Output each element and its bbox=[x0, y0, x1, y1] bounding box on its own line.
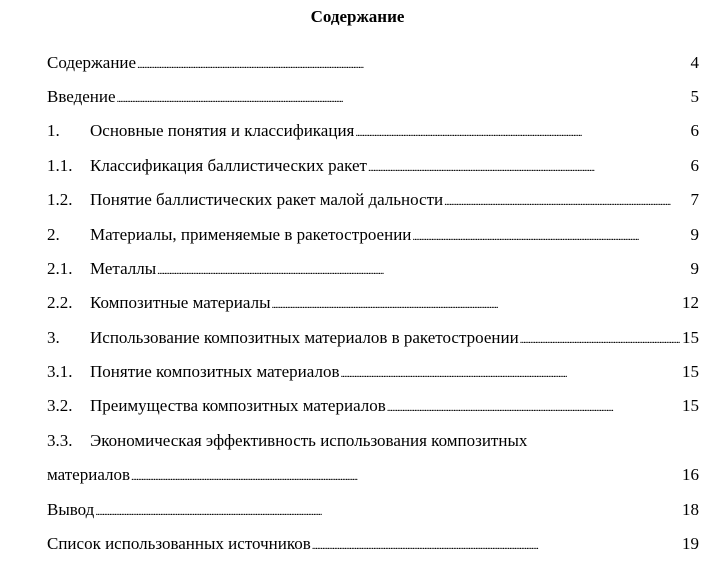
toc-entry[interactable] bbox=[47, 155, 699, 177]
toc-entry-number: 1.2. bbox=[47, 190, 73, 209]
toc-entry-page: 18 bbox=[682, 500, 699, 519]
toc-entry[interactable] bbox=[47, 430, 699, 452]
dot-leader bbox=[95, 499, 680, 523]
toc-entry[interactable] bbox=[47, 224, 699, 246]
dot-leader bbox=[520, 327, 680, 351]
toc-entry-page: 12 bbox=[682, 293, 699, 312]
toc-entry-number: 1. bbox=[47, 121, 60, 140]
toc-entry[interactable] bbox=[47, 258, 699, 280]
toc-entry-label: Вывод bbox=[47, 500, 95, 519]
dot-leader bbox=[368, 155, 689, 179]
dot-leader bbox=[137, 52, 688, 76]
dot-leader bbox=[444, 189, 688, 213]
dot-leader bbox=[355, 120, 688, 144]
toc-entry-number: 2. bbox=[47, 225, 60, 244]
dot-leader bbox=[312, 533, 680, 557]
dot-leader bbox=[272, 292, 680, 316]
toc-entry-label: Понятие баллистических ракет малой дальности bbox=[90, 190, 444, 209]
toc-entry-label: Содержание bbox=[47, 53, 137, 72]
toc-entry-page: 15 bbox=[682, 328, 699, 347]
dot-leader bbox=[157, 258, 688, 282]
dot-leader bbox=[131, 464, 680, 488]
toc-entry-page: 4 bbox=[690, 53, 699, 72]
toc-entry-label: Экономическая эффективность использования композитных bbox=[90, 431, 528, 450]
toc-entry[interactable] bbox=[47, 533, 699, 555]
toc-entry-page: 6 bbox=[690, 156, 699, 175]
toc-entry-label: Классификация баллистических ракет bbox=[90, 156, 367, 175]
dot-leader bbox=[340, 361, 680, 385]
toc-entry-page: 9 bbox=[690, 225, 699, 244]
toc-entry-number: 3. bbox=[47, 328, 60, 347]
toc-entry-page: 9 bbox=[690, 259, 699, 278]
toc-entry[interactable] bbox=[47, 52, 699, 74]
toc-entry-label: Преимущества композитных материалов bbox=[90, 396, 386, 415]
dot-leader bbox=[387, 395, 680, 419]
toc-entry[interactable] bbox=[47, 361, 699, 383]
toc-entry-label: Введение bbox=[47, 87, 116, 106]
toc-entry-page: 19 bbox=[682, 534, 699, 553]
toc-entry-page: 7 bbox=[690, 190, 699, 209]
toc-entry[interactable] bbox=[47, 327, 699, 349]
toc-entry-page: 15 bbox=[682, 362, 699, 381]
toc-entry-page: 15 bbox=[682, 396, 699, 415]
toc-entry-page: 6 bbox=[690, 121, 699, 140]
toc-entry-number: 2.1. bbox=[47, 259, 73, 278]
toc-entry-label-continuation: материалов bbox=[47, 465, 131, 484]
toc-entry[interactable] bbox=[47, 395, 699, 417]
page-title: Содержание bbox=[310, 7, 405, 26]
toc-entry-label: Металлы bbox=[90, 259, 157, 278]
toc-entry-number: 3.2. bbox=[47, 396, 73, 415]
toc-entry[interactable] bbox=[47, 86, 699, 108]
toc-entry-label: Основные понятия и классификация bbox=[90, 121, 355, 140]
toc-entry-label: Понятие композитных материалов bbox=[90, 362, 340, 381]
toc-entry[interactable] bbox=[47, 292, 699, 314]
dot-leader bbox=[117, 86, 689, 110]
dot-leader bbox=[412, 224, 688, 248]
toc-entry-label: Список использованных источников bbox=[47, 534, 311, 553]
toc-entry-number: 2.2. bbox=[47, 293, 73, 312]
toc-entry-page: 5 bbox=[690, 87, 699, 106]
toc-entry-label: Использование композитных материалов в ракетостроении bbox=[90, 328, 519, 347]
toc-entry-label: Материалы, применяемые в ракетостроении bbox=[90, 225, 412, 244]
toc-entry[interactable] bbox=[47, 499, 699, 521]
toc-entry-number: 1.1. bbox=[47, 156, 73, 175]
toc-entry[interactable] bbox=[47, 120, 699, 142]
toc-entry-page: 16 bbox=[682, 465, 699, 484]
toc-entry-label: Композитные материалы bbox=[90, 293, 271, 312]
toc-entry-number: 3.3. bbox=[47, 431, 73, 450]
toc-entry-number: 3.1. bbox=[47, 362, 73, 381]
toc-entry-continuation[interactable] bbox=[47, 464, 699, 486]
toc-entry[interactable] bbox=[47, 189, 699, 211]
